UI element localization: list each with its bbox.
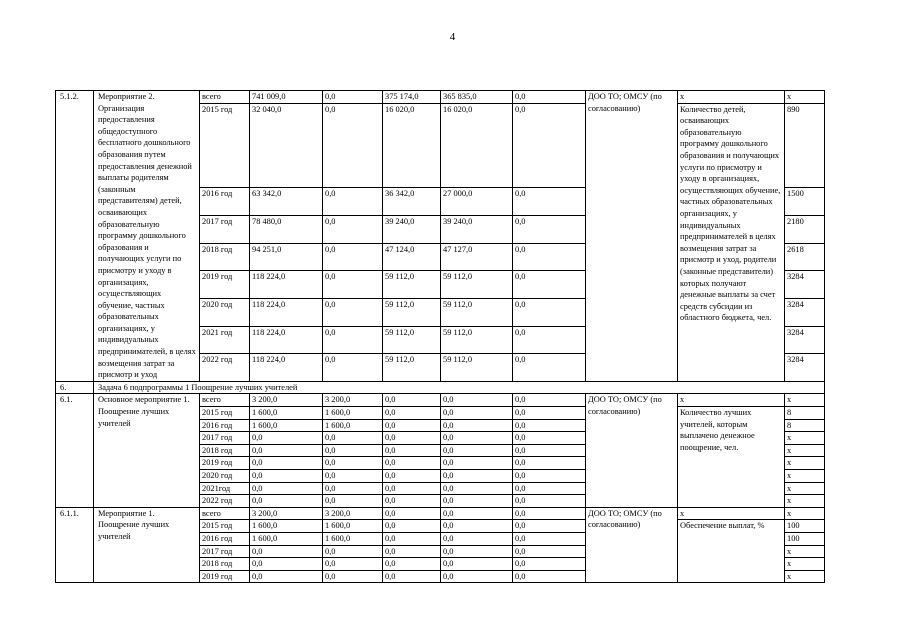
indicator-value: 3284 <box>785 326 825 354</box>
cell-reg: 0,0 <box>383 444 441 457</box>
cell-mun: 39 240,0 <box>441 215 513 243</box>
cell-year: 2015 год <box>200 520 250 533</box>
cell-total: 118 224,0 <box>250 326 323 354</box>
cell-year: 2015 год <box>200 103 250 188</box>
cell-other: 0,0 <box>513 470 586 483</box>
cell-other: 0,0 <box>513 326 586 354</box>
cell-fed: 0,0 <box>323 243 383 271</box>
cell-other: 0,0 <box>513 444 586 457</box>
measure-name: Мероприятие 1. Поощрение лучших учителей <box>94 507 200 583</box>
cell-mun: 0,0 <box>441 570 513 583</box>
cell-total: 1 600,0 <box>250 532 323 545</box>
cell-total: 0,0 <box>250 545 323 558</box>
cell-reg: 0,0 <box>383 394 441 407</box>
cell-total: 78 480,0 <box>250 215 323 243</box>
indicator-value: х <box>785 444 825 457</box>
cell-total: 0,0 <box>250 432 323 445</box>
cell-year: 2019 год <box>200 457 250 470</box>
indicator-value: 100 <box>785 520 825 533</box>
cell-mun: 0,0 <box>441 470 513 483</box>
cell-mun: 0,0 <box>441 558 513 571</box>
indicator-value: х <box>785 570 825 583</box>
cell-mun: 59 112,0 <box>441 354 513 382</box>
row-code: 5.1.2. <box>56 91 94 382</box>
cell-mun: 0,0 <box>441 457 513 470</box>
cell-fed: 1 600,0 <box>323 520 383 533</box>
cell-fed: 0,0 <box>323 482 383 495</box>
cell-reg: 0,0 <box>383 532 441 545</box>
cell-year: 2015 год <box>200 407 250 420</box>
cell-total: 0,0 <box>250 570 323 583</box>
cell-other: 0,0 <box>513 394 586 407</box>
cell-fed: 0,0 <box>323 432 383 445</box>
cell-reg: 0,0 <box>383 432 441 445</box>
cell-other: 0,0 <box>513 495 586 508</box>
cell-year: 2017 год <box>200 432 250 445</box>
cell-fed: 0,0 <box>323 457 383 470</box>
cell-fed: 0,0 <box>323 188 383 216</box>
cell-other: 0,0 <box>513 482 586 495</box>
cell-other: 0,0 <box>513 103 586 188</box>
cell-mun: 0,0 <box>441 495 513 508</box>
cell-other: 0,0 <box>513 271 586 299</box>
cell-year: 2020 год <box>200 298 250 326</box>
indicator-value: х <box>785 545 825 558</box>
cell-reg: 375 174,0 <box>383 91 441 104</box>
cell-other: 0,0 <box>513 545 586 558</box>
cell-total: 0,0 <box>250 482 323 495</box>
cell-total: 1 600,0 <box>250 419 323 432</box>
cell-other: 0,0 <box>513 457 586 470</box>
cell-total: 118 224,0 <box>250 354 323 382</box>
cell-mun: 59 112,0 <box>441 271 513 299</box>
table-row <box>56 91 825 104</box>
indicator-value: 3284 <box>785 354 825 382</box>
indicator-value: х <box>785 394 825 407</box>
cell-total: 32 040,0 <box>250 103 323 188</box>
cell-reg: 0,0 <box>383 558 441 571</box>
cell-mun: 0,0 <box>441 394 513 407</box>
cell-other: 0,0 <box>513 407 586 420</box>
cell-total: 0,0 <box>250 444 323 457</box>
indicator-value: х <box>785 482 825 495</box>
cell-fed: 0,0 <box>323 570 383 583</box>
cell-reg: 47 124,0 <box>383 243 441 271</box>
indicator-value: 3284 <box>785 298 825 326</box>
cell-other: 0,0 <box>513 91 586 104</box>
executor: ДОО ТО; ОМСУ (по согласованию) <box>586 394 678 507</box>
cell-fed: 3 200,0 <box>323 507 383 520</box>
cell-reg: 59 112,0 <box>383 271 441 299</box>
cell-year: 2019 год <box>200 271 250 299</box>
cell-fed: 1 600,0 <box>323 419 383 432</box>
cell-other: 0,0 <box>513 243 586 271</box>
cell-fed: 0,0 <box>323 558 383 571</box>
cell-total: 118 224,0 <box>250 271 323 299</box>
indicator-value: 1500 <box>785 188 825 216</box>
indicator-value: х <box>785 91 825 104</box>
cell-mun: 0,0 <box>441 507 513 520</box>
cell-total: 741 009,0 <box>250 91 323 104</box>
cell-mun: 0,0 <box>441 532 513 545</box>
cell-year: всего <box>200 507 250 520</box>
cell-reg: 59 112,0 <box>383 298 441 326</box>
indicator-value: 100 <box>785 532 825 545</box>
task-row <box>56 381 825 394</box>
row-code: 6.1. <box>56 394 94 507</box>
task-code: 6. <box>56 381 94 394</box>
cell-fed: 0,0 <box>323 298 383 326</box>
cell-year: 2017 год <box>200 545 250 558</box>
cell-total: 3 200,0 <box>250 394 323 407</box>
cell-total: 118 224,0 <box>250 298 323 326</box>
cell-other: 0,0 <box>513 532 586 545</box>
cell-fed: 0,0 <box>323 470 383 483</box>
cell-other: 0,0 <box>513 188 586 216</box>
cell-total: 3 200,0 <box>250 507 323 520</box>
cell-year: 2022 год <box>200 495 250 508</box>
cell-fed: 0,0 <box>323 444 383 457</box>
cell-mun: 16 020,0 <box>441 103 513 188</box>
cell-total: 0,0 <box>250 495 323 508</box>
task-title: Задача 6 подпрограммы 1 Поощрение лучших учителей <box>94 381 825 394</box>
cell-fed: 1 600,0 <box>323 407 383 420</box>
cell-mun: 0,0 <box>441 520 513 533</box>
cell-other: 0,0 <box>513 354 586 382</box>
cell-fed: 1 600,0 <box>323 532 383 545</box>
cell-mun: 27 000,0 <box>441 188 513 216</box>
cell-year: всего <box>200 91 250 104</box>
cell-fed: 0,0 <box>323 495 383 508</box>
cell-reg: 0,0 <box>383 495 441 508</box>
cell-mun: 59 112,0 <box>441 326 513 354</box>
indicator-value: 890 <box>785 103 825 188</box>
cell-fed: 0,0 <box>323 91 383 104</box>
cell-total: 1 600,0 <box>250 520 323 533</box>
cell-year: 2016 год <box>200 532 250 545</box>
cell-reg: 0,0 <box>383 507 441 520</box>
cell-mun: 0,0 <box>441 419 513 432</box>
measure-name: Мероприятие 2. Организация предоставления общедоступного бесплатного дошкольного образования путем предоставления денежной выплаты родителям (законным представителям) детей, осваивающих образовательную программу дошкольного образования и получающих услуги по присмотру и уходу в организациях, осуществляющих обучение, частных образовательных организациях, у индивидуальных предпринимателей, в целях возмещения затрат за присмотр и уход <box>94 91 200 382</box>
cell-year: 2018 год <box>200 243 250 271</box>
cell-reg: 0,0 <box>383 570 441 583</box>
cell-total: 0,0 <box>250 470 323 483</box>
cell-reg: 0,0 <box>383 419 441 432</box>
cell-year: 2016 год <box>200 188 250 216</box>
indicator-value: х <box>785 432 825 445</box>
indicator-value: 8 <box>785 419 825 432</box>
cell-other: 0,0 <box>513 432 586 445</box>
result: х <box>678 394 785 407</box>
cell-year: 2021год <box>200 482 250 495</box>
cell-reg: 0,0 <box>383 520 441 533</box>
cell-mun: 365 835,0 <box>441 91 513 104</box>
indicator-value: х <box>785 495 825 508</box>
cell-other: 0,0 <box>513 298 586 326</box>
cell-year: 2020 год <box>200 470 250 483</box>
indicator: Количество детей, осваивающих образовательную программу дошкольного образования и получающих услуги по присмотру и уходу в организациях, осуществляющих обучение, частных образовательных организациях, у индивидуальных предпринимателей в целях возмещения затрат за присмотр и уход, родители (законные представители) которых получают денежные выплаты за счет средств субсидии из областного бюджета, чел. <box>678 103 785 381</box>
indicator-value: 2180 <box>785 215 825 243</box>
table-row <box>56 394 825 407</box>
indicator-value: х <box>785 507 825 520</box>
indicator-value: 2618 <box>785 243 825 271</box>
cell-mun: 0,0 <box>441 444 513 457</box>
cell-fed: 0,0 <box>323 215 383 243</box>
cell-reg: 0,0 <box>383 407 441 420</box>
cell-year: 2018 год <box>200 444 250 457</box>
indicator-value: х <box>785 470 825 483</box>
indicator-value: х <box>785 558 825 571</box>
cell-mun: 0,0 <box>441 482 513 495</box>
indicator-value: х <box>785 457 825 470</box>
indicator: Количество лучших учителей, которым выплачено денежное поощрение, чел. <box>678 407 785 508</box>
executor: ДОО ТО; ОМСУ (по согласованию) <box>586 507 678 583</box>
cell-total: 0,0 <box>250 457 323 470</box>
cell-year: 2022 год <box>200 354 250 382</box>
cell-fed: 0,0 <box>323 545 383 558</box>
cell-reg: 16 020,0 <box>383 103 441 188</box>
measure-name: Основное мероприятие 1. Поощрение лучших учителей <box>94 394 200 507</box>
cell-total: 1 600,0 <box>250 407 323 420</box>
cell-reg: 0,0 <box>383 470 441 483</box>
cell-other: 0,0 <box>513 507 586 520</box>
cell-fed: 0,0 <box>323 326 383 354</box>
cell-mun: 59 112,0 <box>441 298 513 326</box>
result: х <box>678 507 785 520</box>
cell-year: всего <box>200 394 250 407</box>
cell-reg: 0,0 <box>383 545 441 558</box>
program-table <box>55 90 825 583</box>
cell-fed: 0,0 <box>323 271 383 299</box>
page-number: 4 <box>449 31 456 43</box>
cell-mun: 0,0 <box>441 407 513 420</box>
cell-mun: 0,0 <box>441 432 513 445</box>
cell-other: 0,0 <box>513 570 586 583</box>
result: х <box>678 91 785 104</box>
executor: ДОО ТО; ОМСУ (по согласованию) <box>586 91 678 382</box>
cell-other: 0,0 <box>513 419 586 432</box>
cell-reg: 0,0 <box>383 482 441 495</box>
cell-mun: 47 127,0 <box>441 243 513 271</box>
table-row <box>56 507 825 520</box>
cell-year: 2021 год <box>200 326 250 354</box>
cell-year: 2019 год <box>200 570 250 583</box>
row-code: 6.1.1. <box>56 507 94 583</box>
cell-year: 2017 год <box>200 215 250 243</box>
cell-year: 2018 год <box>200 558 250 571</box>
cell-reg: 36 342,0 <box>383 188 441 216</box>
indicator-value: 8 <box>785 407 825 420</box>
cell-fed: 3 200,0 <box>323 394 383 407</box>
cell-other: 0,0 <box>513 520 586 533</box>
cell-reg: 39 240,0 <box>383 215 441 243</box>
cell-other: 0,0 <box>513 215 586 243</box>
cell-reg: 59 112,0 <box>383 326 441 354</box>
indicator: Обеспечение выплат, % <box>678 520 785 583</box>
cell-fed: 0,0 <box>323 354 383 382</box>
cell-total: 63 342,0 <box>250 188 323 216</box>
cell-total: 0,0 <box>250 558 323 571</box>
cell-reg: 0,0 <box>383 457 441 470</box>
cell-fed: 0,0 <box>323 103 383 188</box>
cell-total: 94 251,0 <box>250 243 323 271</box>
cell-other: 0,0 <box>513 558 586 571</box>
cell-year: 2016 год <box>200 419 250 432</box>
cell-reg: 59 112,0 <box>383 354 441 382</box>
indicator-value: 3284 <box>785 271 825 299</box>
cell-mun: 0,0 <box>441 545 513 558</box>
